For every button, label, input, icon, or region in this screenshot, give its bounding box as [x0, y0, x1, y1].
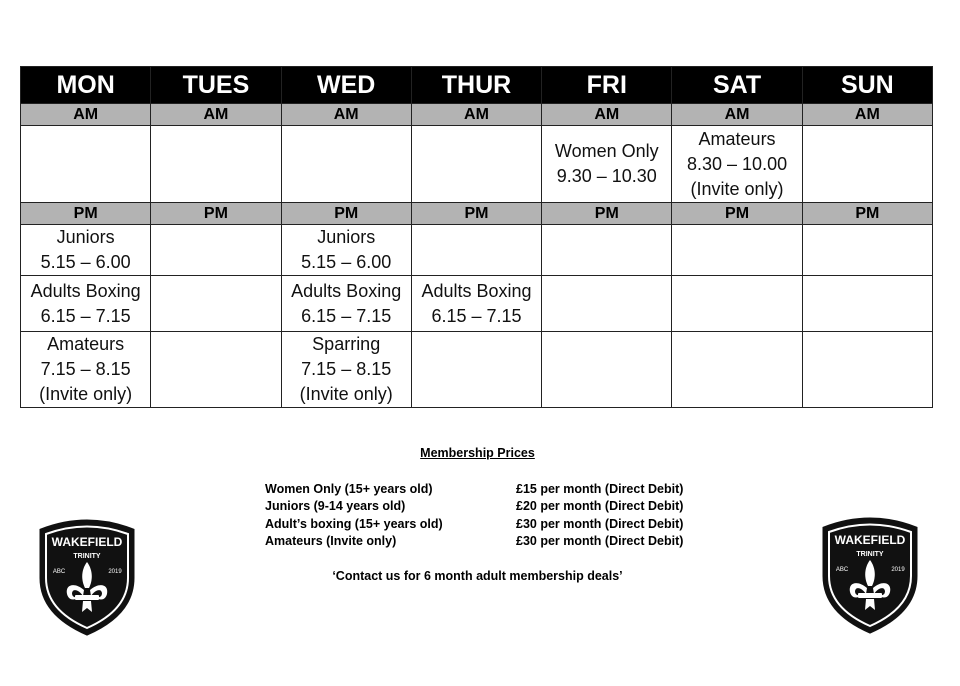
day-header-tues: TUES	[151, 67, 281, 104]
crest-right-text: 2019	[891, 567, 905, 573]
pm-session-row	[21, 332, 933, 408]
am-session-cell	[411, 126, 541, 203]
am-session-cell	[542, 126, 672, 203]
pm-session-cell	[542, 332, 672, 408]
am-session-cell	[21, 126, 151, 203]
am-session-cell	[281, 126, 411, 203]
crest-sub-name: TRINITY	[73, 553, 101, 560]
pm-session-cell	[802, 332, 932, 408]
plan-row	[265, 482, 705, 499]
membership-heading: Membership Prices	[420, 446, 535, 460]
session-text: 9.30 – 10.30	[556, 166, 657, 186]
crest-right-text: 2019	[108, 569, 122, 575]
shield-icon	[35, 516, 139, 636]
session-text: 8.30 – 10.00	[687, 153, 788, 174]
plan-price: £30 per month (Direct Debit)	[516, 534, 684, 548]
plan-price: £15 per month (Direct Debit)	[516, 482, 684, 496]
club-crest-logo	[35, 516, 139, 636]
session-text: Amateurs	[47, 334, 125, 354]
pm-label: PM	[21, 203, 151, 225]
pm-session-cell	[21, 332, 151, 408]
am-session-cell	[802, 126, 932, 203]
pm-session-cell	[281, 276, 411, 332]
crest-left-text: ABC	[835, 567, 849, 573]
session-text: 5.15 – 6.00	[301, 252, 392, 272]
crest-sub-name: TRINITY	[856, 551, 884, 558]
pm-band-row	[21, 203, 933, 225]
pm-session-row	[21, 276, 933, 332]
session-text: 6.15 – 7.15	[40, 305, 131, 326]
day-header-wed: WED	[281, 67, 411, 104]
plan-price: £20 per month (Direct Debit)	[516, 499, 684, 513]
am-label: AM	[281, 104, 411, 126]
pm-session-cell	[802, 225, 932, 276]
day-header-fri: FRI	[542, 67, 672, 104]
plan-name: Juniors (9-14 years old)	[265, 499, 406, 513]
pm-session-cell	[151, 276, 281, 332]
am-label: AM	[21, 104, 151, 126]
pm-label: PM	[281, 203, 411, 225]
plan-name: Amateurs (Invite only)	[265, 534, 397, 548]
pm-session-cell	[281, 332, 411, 408]
crest-left-text: ABC	[52, 569, 66, 575]
day-header-sun: SUN	[802, 67, 932, 104]
pm-session-cell	[151, 225, 281, 276]
plan-name: Adult’s boxing (15+ years old)	[265, 517, 443, 531]
contact-note: ‘Contact us for 6 month adult membership deals’	[332, 569, 623, 583]
pm-session-row	[21, 225, 933, 276]
plan-row	[265, 534, 705, 551]
am-label: AM	[411, 104, 541, 126]
pm-session-cell	[281, 225, 411, 276]
pm-label: PM	[542, 203, 672, 225]
pm-session-cell	[151, 332, 281, 408]
crest-club-name: WAKEFIELD	[834, 533, 906, 547]
session-text: Juniors	[317, 227, 376, 247]
session-text: Amateurs	[698, 128, 776, 149]
plan-name: Women Only (15+ years old)	[265, 482, 433, 496]
pm-session-cell	[542, 225, 672, 276]
shield-icon	[818, 514, 922, 634]
session-text: Adults Boxing	[291, 280, 402, 301]
session-text: 7.15 – 8.15	[40, 359, 131, 379]
day-header-sat: SAT	[672, 67, 802, 104]
am-label: AM	[672, 104, 802, 126]
pm-session-cell	[411, 225, 541, 276]
session-text: (Invite only)	[690, 178, 784, 199]
pm-session-cell	[672, 332, 802, 408]
session-text: 7.15 – 8.15	[301, 359, 392, 379]
am-session-row	[21, 126, 933, 203]
pm-session-cell	[672, 276, 802, 332]
club-crest-logo	[818, 514, 922, 634]
session-text: 6.15 – 7.15	[431, 305, 522, 326]
am-band-row	[21, 104, 933, 126]
pm-session-cell	[672, 225, 802, 276]
pm-session-cell	[21, 276, 151, 332]
pm-session-cell	[21, 225, 151, 276]
session-text: 5.15 – 6.00	[40, 252, 131, 272]
session-text: (Invite only)	[39, 384, 133, 404]
day-header-row	[21, 67, 933, 104]
pm-session-cell	[802, 276, 932, 332]
plan-row	[265, 517, 705, 534]
plan-row	[265, 499, 705, 516]
session-text: 6.15 – 7.15	[301, 305, 392, 326]
pm-session-cell	[542, 276, 672, 332]
am-label: AM	[802, 104, 932, 126]
pm-session-cell	[411, 276, 541, 332]
am-session-cell	[672, 126, 802, 203]
day-header-thur: THUR	[411, 67, 541, 104]
pm-label: PM	[151, 203, 281, 225]
am-session-cell	[151, 126, 281, 203]
pm-session-cell	[411, 332, 541, 408]
session-text: (Invite only)	[299, 384, 393, 404]
day-header-mon: MON	[21, 67, 151, 104]
pm-label: PM	[802, 203, 932, 225]
session-text: Sparring	[312, 334, 381, 354]
am-label: AM	[151, 104, 281, 126]
plan-price: £30 per month (Direct Debit)	[516, 517, 684, 531]
session-text: Adults Boxing	[421, 280, 532, 301]
weekly-timetable	[20, 66, 933, 408]
session-text: Adults Boxing	[30, 280, 141, 301]
pm-label: PM	[672, 203, 802, 225]
am-label: AM	[542, 104, 672, 126]
session-text: Women Only	[554, 141, 659, 161]
pm-label: PM	[411, 203, 541, 225]
crest-club-name: WAKEFIELD	[51, 535, 123, 549]
session-text: Juniors	[56, 227, 115, 247]
